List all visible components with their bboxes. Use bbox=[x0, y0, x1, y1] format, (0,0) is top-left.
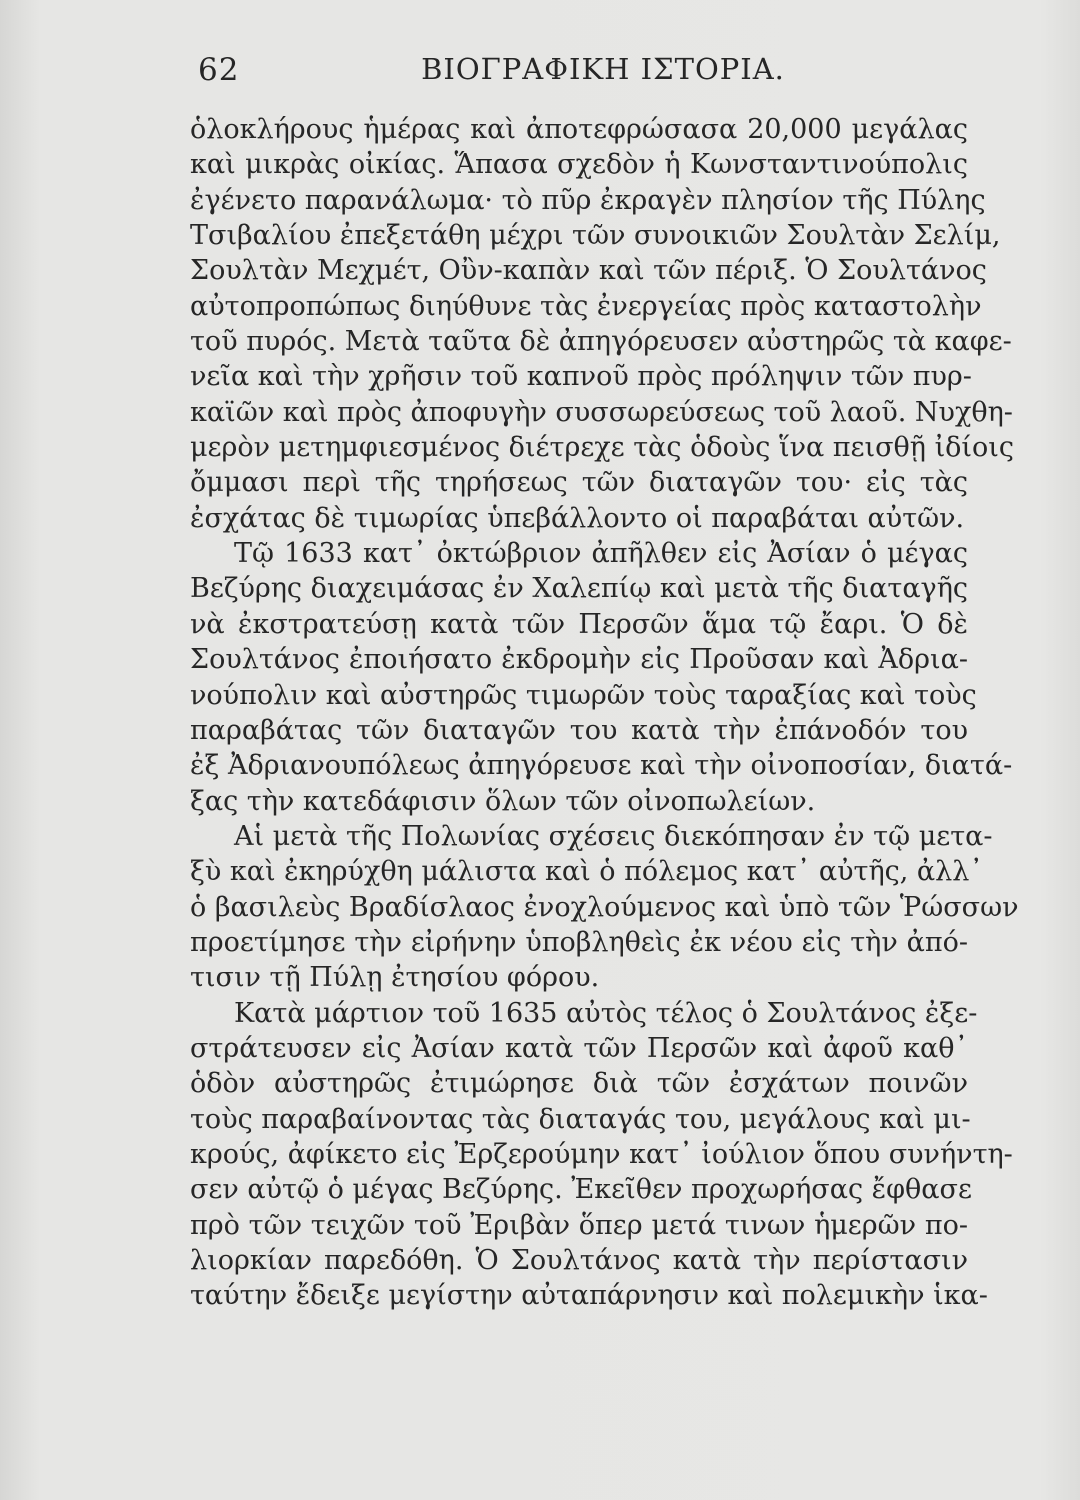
text-line: μερὸν μετημφιεσμένος διέτρεχε τὰς ὁδοὺς ἵνα πεισθῇ ἰδίοις bbox=[190, 432, 1014, 464]
text-line: σεν αὐτῷ ὁ μέγας Βεζύρης. Ἐκεῖθεν προχωρήσας ἔφθασε bbox=[190, 1174, 972, 1206]
text-line: στράτευσεν εἰς Ἀσίαν κατὰ τῶν Περσῶν καὶ ἀφοῦ καθ᾿ bbox=[190, 1032, 968, 1064]
text-line: ξὺ καὶ ἐκηρύχθη μάλιστα καὶ ὁ πόλεμος κατ᾿ αὐτῆς, ἀλλ᾿ bbox=[190, 856, 983, 888]
text-line: ἐσχάτας δὲ τιμωρίας ὑπεβάλλοντο οἱ παραβάται αὐτῶν. bbox=[190, 502, 965, 534]
text-line: νὰ ἐκστρατεύσῃ κατὰ τῶν Περσῶν ἅμα τῷ ἔαρι. Ὁ δὲ bbox=[190, 608, 968, 640]
running-title: ΒΙΟΓΡΑΦΙΚΗ ΙΣΤΟΡΙΑ. bbox=[421, 52, 785, 86]
text-line: Σουλτὰν Μεχμέτ, Οὒν-καπὰν καὶ τῶν πέριξ. Ὁ Σουλτάνος bbox=[190, 255, 987, 287]
text-line: ξας τὴν κατεδάφισιν ὅλων τῶν οἰνοπωλείων. bbox=[190, 785, 816, 817]
text-line: ὁ βασιλεὺς Βραδίσλαος ἐνοχλούμενος καὶ ὑπὸ τῶν Ῥώσσων bbox=[190, 891, 1019, 923]
paragraph bbox=[190, 996, 1013, 1314]
paragraph bbox=[190, 112, 1014, 536]
text-line: Τῷ 1633 κατ᾿ ὀκτώβριον ἀπῆλθεν εἰς Ἀσίαν ὁ μέγας bbox=[234, 538, 968, 570]
running-head bbox=[198, 52, 938, 102]
text-line: καὶ μικρὰς οἰκίας. Ἅπασα σχεδὸν ἡ Κωνσταντινούπολις bbox=[190, 149, 968, 181]
text-line: Τσιβαλίου ἐπεξετάθη μέχρι τῶν συνοικιῶν Σουλτὰν Σελίμ, bbox=[190, 220, 1001, 252]
text-line: ἐξ Ἀδριανουπόλεως ἀπηγόρευσε καὶ τὴν οἰνοποσίαν, διατά- bbox=[190, 750, 1013, 782]
text-line: καϊῶν καὶ πρὸς ἀποφυγὴν συσσωρεύσεως τοῦ λαοῦ. Νυχθη- bbox=[190, 396, 1013, 428]
text-line: Κατὰ μάρτιον τοῦ 1635 αὐτὸς τέλος ὁ Σουλτάνος ἐξε- bbox=[234, 997, 978, 1029]
text-line: τοῦ πυρός. Μετὰ ταῦτα δὲ ἀπηγόρευσεν αὐστηρῶς τὰ καφε- bbox=[190, 326, 1012, 358]
text-line: κρούς, ἀφίκετο εἰς Ἐρζερούμην κατ᾿ ἰούλιον ὅπου συνήντη- bbox=[190, 1138, 1013, 1170]
text-line: Σουλτάνος ἐποιήσατο ἐκδρομὴν εἰς Προῦσαν καὶ Ἀδρια- bbox=[190, 644, 968, 676]
paragraph bbox=[190, 819, 1019, 996]
text-line: Βεζύρης διαχειμάσας ἐν Χαλεπίῳ καὶ μετὰ τῆς διαταγῆς bbox=[190, 573, 968, 605]
text-line: λιορκίαν παρεδόθη. Ὁ Σουλτάνος κατὰ τὴν περίστασιν bbox=[190, 1245, 968, 1276]
page-number: 62 bbox=[198, 52, 240, 88]
text-line: προετίμησε τὴν εἰρήνην ὑποβληθεὶς ἐκ νέου εἰς τὴν ἀπό- bbox=[190, 926, 968, 958]
text-line: ὄμμασι περὶ τῆς τηρήσεως τῶν διαταγῶν του· εἰς τὰς bbox=[190, 467, 968, 499]
text-line: αὐτοπροπώπως διηύθυνε τὰς ἐνεργείας πρὸς καταστολὴν bbox=[190, 290, 982, 322]
text-line: ἐγένετο παρανάλωμα· τὸ πῦρ ἐκραγὲν πλησίον τῆς Πύλης bbox=[190, 184, 986, 216]
text-line: παραβάτας τῶν διαταγῶν του κατὰ τὴν ἐπάνοδόν του bbox=[190, 714, 968, 746]
text-line: νεῖα καὶ τὴν χρῆσιν τοῦ καπνοῦ πρὸς πρόληψιν τῶν πυρ- bbox=[190, 361, 972, 393]
text-line: ὁλοκλήρους ἡμέρας καὶ ἀποτεφρώσασα 20,000 μεγάλας bbox=[190, 114, 968, 145]
text-line: Αἱ μετὰ τῆς Πολωνίας σχέσεις διεκόπησαν ἐν τῷ μετα- bbox=[234, 820, 993, 852]
paragraph bbox=[190, 536, 1013, 819]
text-line: τισιν τῇ Πύλῃ ἐτησίου φόρου. bbox=[190, 962, 600, 994]
text-line: τοὺς παραβαίνοντας τὰς διαταγάς του, μεγάλους καὶ μι- bbox=[190, 1103, 971, 1135]
body-text bbox=[190, 112, 1019, 1314]
text-line: ὁδὸν αὐστηρῶς ἐτιμώρησε διὰ τῶν ἐσχάτων ποινῶν bbox=[190, 1068, 968, 1100]
text-line: νούπολιν καὶ αὐστηρῶς τιμωρῶν τοὺς ταραξίας καὶ τοὺς bbox=[190, 679, 977, 711]
text-line: ταύτην ἔδειξε μεγίστην αὐταπάρνησιν καὶ πολεμικὴν ἱκα- bbox=[190, 1280, 988, 1312]
text-line: πρὸ τῶν τειχῶν τοῦ Ἐριβὰν ὅπερ μετά τινων ἡμερῶν πο- bbox=[190, 1209, 968, 1241]
